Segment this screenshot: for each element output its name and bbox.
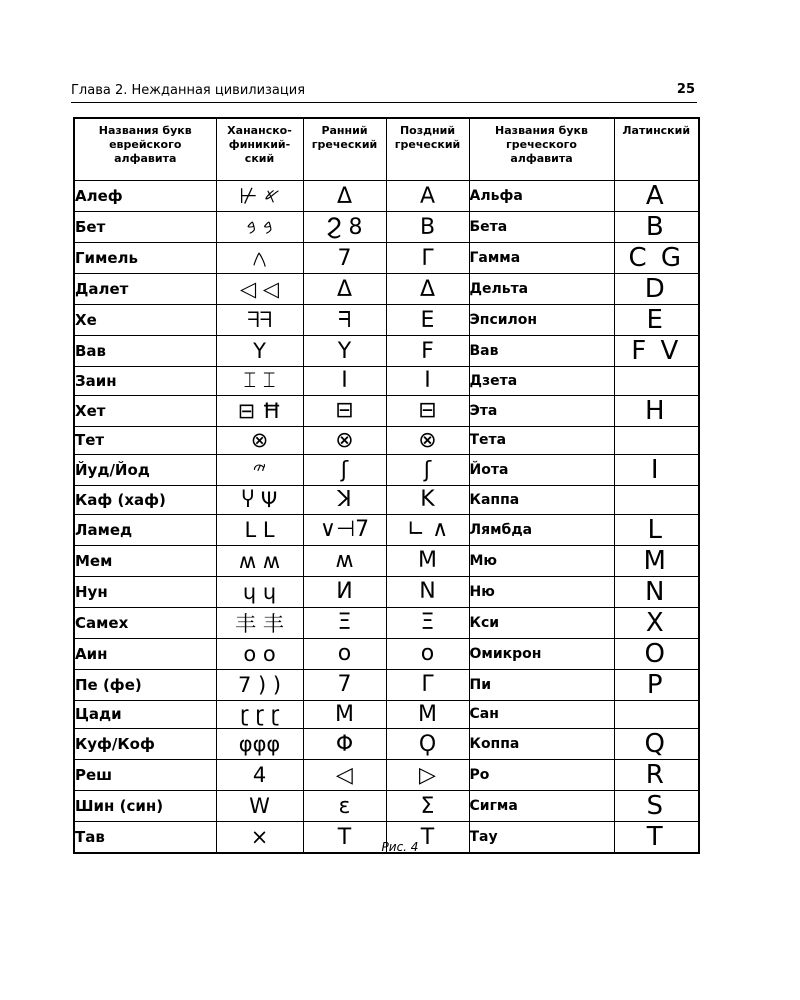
latin-letter: D: [614, 274, 699, 305]
latin-letter: A: [614, 181, 699, 212]
greek-letter-name: Вав: [469, 336, 614, 367]
early-greek-glyph: o: [303, 638, 386, 669]
early-greek-glyph: Δ: [303, 274, 386, 305]
late-greek-glyph: o: [386, 638, 469, 669]
table-body: [74, 181, 699, 854]
early-greek-glyph: ⊗: [303, 426, 386, 455]
phoenician-glyph: W: [216, 791, 303, 822]
table-row: [74, 514, 699, 545]
latin-letter: Q: [614, 729, 699, 760]
col-header-latin: Латинский: [614, 118, 699, 181]
hebrew-letter-name: Каф (хаф): [74, 486, 216, 515]
late-greek-glyph: Β: [386, 212, 469, 243]
latin-letter: [614, 426, 699, 455]
greek-letter-name: Пи: [469, 669, 614, 700]
latin-letter: T: [614, 822, 699, 854]
table-header-row: [74, 118, 699, 181]
greek-letter-name: Коппа: [469, 729, 614, 760]
phoenician-glyph: ᒪ ᒪ: [216, 514, 303, 545]
col-header-greek: Названия букв греческого алфавита: [469, 118, 614, 181]
table-row: [74, 367, 699, 396]
table-row: [74, 700, 699, 729]
late-greek-glyph: Δ: [386, 274, 469, 305]
greek-letter-name: Гамма: [469, 243, 614, 274]
table-row: [74, 395, 699, 426]
late-greek-glyph: ⊗: [386, 426, 469, 455]
phoenician-glyph: ɽ ɽ ɽ: [216, 700, 303, 729]
late-greek-glyph: Γ: [386, 243, 469, 274]
latin-letter: F V: [614, 336, 699, 367]
early-greek-glyph: Δ: [303, 181, 386, 212]
latin-letter: S: [614, 791, 699, 822]
table-row: [74, 638, 699, 669]
hebrew-letter-name: Бет: [74, 212, 216, 243]
table-row: [74, 791, 699, 822]
greek-letter-name: Сан: [469, 700, 614, 729]
phoenician-glyph: ⊟ Ħ: [216, 395, 303, 426]
col-header-early-greek: Ранний греческий: [303, 118, 386, 181]
phoenician-glyph: ×: [216, 822, 303, 854]
greek-letter-name: Альфа: [469, 181, 614, 212]
phoenician-glyph: 4: [216, 760, 303, 791]
early-greek-glyph: ⊟: [303, 395, 386, 426]
table-row: [74, 426, 699, 455]
table-row: [74, 760, 699, 791]
phoenician-glyph: ⊗: [216, 426, 303, 455]
latin-letter: H: [614, 395, 699, 426]
greek-letter-name: Тау: [469, 822, 614, 854]
hebrew-letter-name: Гимель: [74, 243, 216, 274]
late-greek-glyph: ∟ ∧: [386, 514, 469, 545]
page-number: 25: [676, 82, 695, 97]
hebrew-letter-name: Алеф: [74, 181, 216, 212]
greek-letter-name: Мю: [469, 545, 614, 576]
figure-caption: Рис. 4: [381, 840, 419, 854]
early-greek-glyph: Y: [303, 336, 386, 367]
early-greek-glyph: И: [303, 576, 386, 607]
hebrew-letter-name: Нун: [74, 576, 216, 607]
early-greek-glyph: 7: [303, 243, 386, 274]
col-header-phoenician: Хананско- финикий- ский: [216, 118, 303, 181]
early-greek-glyph: ɛ: [303, 791, 386, 822]
late-greek-glyph: ʃ: [386, 455, 469, 486]
hebrew-letter-name: Заин: [74, 367, 216, 396]
phoenician-glyph: 𐤁 𐤁: [216, 212, 303, 243]
phoenician-glyph: 7 ) ): [216, 669, 303, 700]
hebrew-letter-name: Аин: [74, 638, 216, 669]
latin-letter: R: [614, 760, 699, 791]
phoenician-glyph: 丰 丰: [216, 607, 303, 638]
late-greek-glyph: Ξ: [386, 607, 469, 638]
table-row: [74, 669, 699, 700]
col-header-late-greek: Поздний греческий: [386, 118, 469, 181]
hebrew-letter-name: Цади: [74, 700, 216, 729]
greek-letter-name: Ню: [469, 576, 614, 607]
table-row: [74, 181, 699, 212]
latin-letter: [614, 486, 699, 515]
hebrew-letter-name: Шин (син): [74, 791, 216, 822]
greek-letter-name: Йота: [469, 455, 614, 486]
early-greek-glyph: Ι: [303, 367, 386, 396]
greek-letter-name: Тета: [469, 426, 614, 455]
greek-letter-name: Дельта: [469, 274, 614, 305]
phoenician-glyph: ʍ ʍ: [216, 545, 303, 576]
hebrew-letter-name: Йуд/Йод: [74, 455, 216, 486]
latin-letter: M: [614, 545, 699, 576]
latin-letter: C G: [614, 243, 699, 274]
latin-letter: O: [614, 638, 699, 669]
hebrew-letter-name: Далет: [74, 274, 216, 305]
table-row: [74, 212, 699, 243]
early-greek-glyph: Ϩ 8: [303, 212, 386, 243]
phoenician-glyph: ᖷᖷ: [216, 305, 303, 336]
hebrew-letter-name: Хе: [74, 305, 216, 336]
latin-letter: I: [614, 455, 699, 486]
table-row: [74, 336, 699, 367]
hebrew-letter-name: Ламед: [74, 514, 216, 545]
early-greek-glyph: Φ: [303, 729, 386, 760]
greek-letter-name: Эпсилон: [469, 305, 614, 336]
late-greek-glyph: Γ: [386, 669, 469, 700]
table-row: [74, 305, 699, 336]
greek-letter-name: Лямбда: [469, 514, 614, 545]
late-greek-glyph: ⊟: [386, 395, 469, 426]
early-greek-glyph: T: [303, 822, 386, 854]
early-greek-glyph: ꓘ: [303, 486, 386, 515]
phoenician-glyph: 𐤉: [216, 455, 303, 486]
chapter-title: Глава 2. Нежданная цивилизация: [71, 83, 306, 98]
table-row: [74, 274, 699, 305]
hebrew-letter-name: Куф/Коф: [74, 729, 216, 760]
hebrew-letter-name: Реш: [74, 760, 216, 791]
late-greek-glyph: Ϝ: [386, 336, 469, 367]
phoenician-glyph: Ⴤ Ψ: [216, 486, 303, 515]
table-row: [74, 545, 699, 576]
page-header: [71, 80, 697, 103]
col-header-hebrew: Названия букв еврейского алфавита: [74, 118, 216, 181]
late-greek-glyph: Ι: [386, 367, 469, 396]
late-greek-glyph: T: [386, 822, 469, 854]
hebrew-letter-name: Тет: [74, 426, 216, 455]
table-row: [74, 455, 699, 486]
table-row: [74, 576, 699, 607]
hebrew-letter-name: Самех: [74, 607, 216, 638]
latin-letter: E: [614, 305, 699, 336]
late-greek-glyph: Ϙ: [386, 729, 469, 760]
early-greek-glyph: Ξ: [303, 607, 386, 638]
greek-letter-name: Кси: [469, 607, 614, 638]
table-row: [74, 486, 699, 515]
early-greek-glyph: ᖷ: [303, 305, 386, 336]
latin-letter: [614, 700, 699, 729]
latin-letter: P: [614, 669, 699, 700]
hebrew-letter-name: Хет: [74, 395, 216, 426]
late-greek-glyph: ▷: [386, 760, 469, 791]
hebrew-letter-name: Мем: [74, 545, 216, 576]
late-greek-glyph: Σ: [386, 791, 469, 822]
latin-letter: B: [614, 212, 699, 243]
latin-letter: [614, 367, 699, 396]
latin-letter: N: [614, 576, 699, 607]
phoenician-glyph: ⊬ 𐤀: [216, 181, 303, 212]
greek-letter-name: Бета: [469, 212, 614, 243]
phoenician-glyph: o o: [216, 638, 303, 669]
phoenician-glyph: Y: [216, 336, 303, 367]
phoenician-glyph: ⌶ ⌶: [216, 367, 303, 396]
latin-letter: L: [614, 514, 699, 545]
phoenician-glyph: ◁ ◁: [216, 274, 303, 305]
latin-letter: X: [614, 607, 699, 638]
greek-letter-name: Сигма: [469, 791, 614, 822]
late-greek-glyph: Ν: [386, 576, 469, 607]
early-greek-glyph: ◁: [303, 760, 386, 791]
late-greek-glyph: Ε: [386, 305, 469, 336]
late-greek-glyph: Α: [386, 181, 469, 212]
table-row: [74, 607, 699, 638]
late-greek-glyph: Μ: [386, 545, 469, 576]
greek-letter-name: Каппа: [469, 486, 614, 515]
greek-letter-name: Омикрон: [469, 638, 614, 669]
greek-letter-name: Эта: [469, 395, 614, 426]
late-greek-glyph: Κ: [386, 486, 469, 515]
phoenician-glyph: 𐤂: [216, 243, 303, 274]
table-row: [74, 243, 699, 274]
phoenician-glyph: ɥ ɥ: [216, 576, 303, 607]
late-greek-glyph: M: [386, 700, 469, 729]
hebrew-letter-name: Тав: [74, 822, 216, 854]
greek-letter-name: Дзета: [469, 367, 614, 396]
early-greek-glyph: ʍ: [303, 545, 386, 576]
early-greek-glyph: ʃ: [303, 455, 386, 486]
early-greek-glyph: M: [303, 700, 386, 729]
hebrew-letter-name: Вав: [74, 336, 216, 367]
early-greek-glyph: ∨⊣7: [303, 514, 386, 545]
greek-letter-name: Ро: [469, 760, 614, 791]
table-row: [74, 729, 699, 760]
early-greek-glyph: 7: [303, 669, 386, 700]
phoenician-glyph: φφφ: [216, 729, 303, 760]
alphabet-table: [73, 117, 700, 854]
hebrew-letter-name: Пе (фе): [74, 669, 216, 700]
